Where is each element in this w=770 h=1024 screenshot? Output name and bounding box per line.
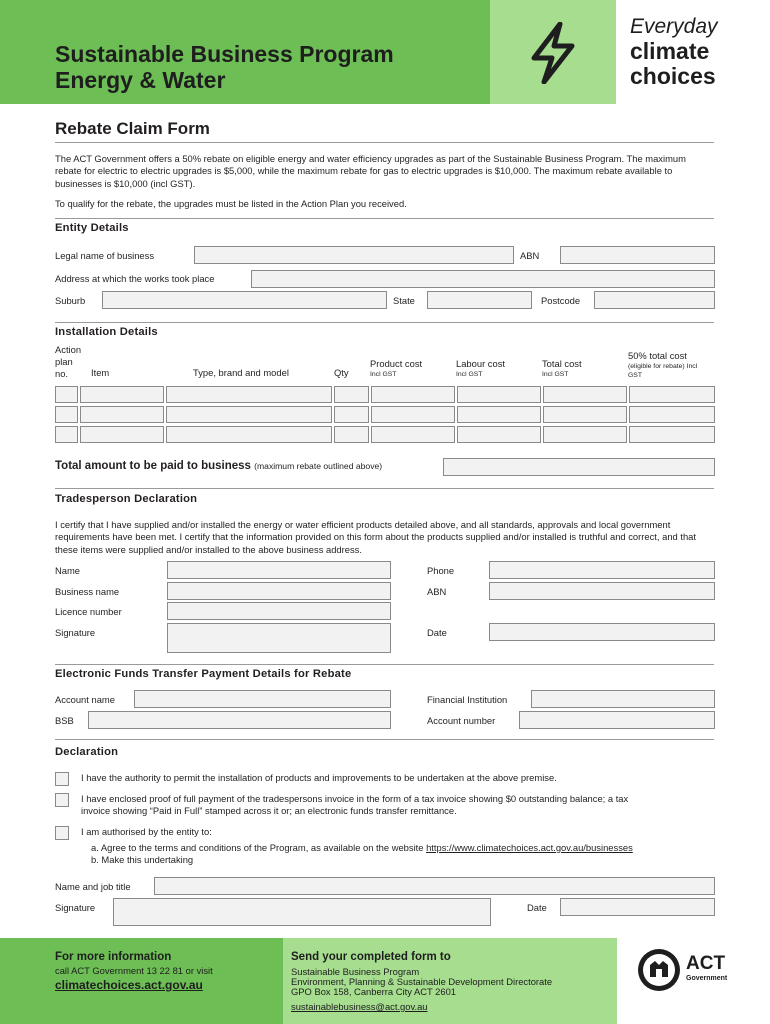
labour-cost-cell[interactable]	[457, 426, 541, 443]
trades-abn-label: ABN	[427, 586, 447, 597]
labour-cost-cell[interactable]	[457, 386, 541, 403]
authority-checkbox[interactable]	[55, 772, 69, 786]
trades-signature-field[interactable]	[167, 623, 391, 653]
declaration-signature-label: Signature	[55, 902, 96, 913]
send-line2: Environment, Planning & Sustainable Development Directorate	[291, 976, 553, 987]
col-type: Type, brand and model	[193, 367, 289, 378]
proof-payment-checkbox[interactable]	[55, 793, 69, 807]
declaration-date-label: Date	[527, 902, 547, 913]
col-labour-sub: Incl GST	[456, 371, 483, 378]
labour-cost-cell[interactable]	[457, 406, 541, 423]
program-title	[55, 41, 475, 93]
address-label: Address at which the works took place	[55, 273, 215, 284]
item-cell[interactable]	[80, 386, 164, 403]
action-plan-cell[interactable]	[55, 386, 78, 403]
trades-signature-label: Signature	[55, 627, 96, 638]
brand-line3: choices	[630, 63, 716, 89]
item-cell[interactable]	[80, 426, 164, 443]
col-action-line2: plan	[55, 356, 73, 367]
total-amount-note: (maximum rebate outlined above)	[254, 461, 383, 471]
qty-cell[interactable]	[334, 386, 369, 403]
declaration-heading: Declaration	[55, 746, 119, 758]
program-terms-link[interactable]: https://www.climatechoices.act.gov.au/businesses	[426, 842, 633, 853]
institution-field[interactable]	[531, 690, 715, 708]
legal-name-field[interactable]	[194, 246, 514, 264]
header-banner	[0, 0, 770, 104]
bsb-label: BSB	[55, 715, 74, 726]
suburb-field[interactable]	[102, 291, 387, 309]
brand-line1: Everyday	[630, 15, 718, 38]
type-cell[interactable]	[166, 426, 332, 443]
half-cost-cell[interactable]	[629, 386, 715, 403]
send-form-heading: Send your completed form to	[291, 951, 451, 963]
proof-payment-line2: invoice showing “Paid in Full” stamped across it or; an electronic funds transfer remittance.	[81, 805, 457, 816]
account-number-field[interactable]	[519, 711, 715, 729]
business-name-label: Business name	[55, 586, 120, 597]
tradesperson-heading: Tradesperson Declaration	[55, 493, 198, 505]
total-amount-text: Total amount to be paid to business	[55, 460, 251, 472]
half-cost-cell[interactable]	[629, 406, 715, 423]
divider	[55, 664, 714, 665]
intro-paragraph: The ACT Government offers a 50% rebate on eligible energy and water efficiency upgrades as part of the Sustainable Business Program. The maximum rebate for electric to electric upgrades is $5,000, while the maximum rebate for gas to electric upgrades is $10,000. The maximum rebate available to businesses is $10,000 (incl GST).	[55, 153, 686, 189]
phone-field[interactable]	[489, 561, 715, 579]
divider	[55, 142, 714, 143]
abn-label: ABN	[520, 250, 540, 261]
col-half-label: 50% total cost	[628, 350, 687, 361]
eft-heading: Electronic Funds Transfer Payment Details for Rebate	[55, 668, 352, 680]
total-cost-cell[interactable]	[543, 426, 627, 443]
installation-details-heading: Installation Details	[55, 326, 158, 338]
licence-label: Licence number	[55, 606, 122, 617]
total-amount-field[interactable]	[443, 458, 715, 476]
suburb-label: Suburb	[55, 295, 86, 306]
qty-cell[interactable]	[334, 426, 369, 443]
divider	[55, 739, 714, 740]
program-title-line1: Sustainable Business Program	[55, 41, 394, 67]
legal-name-label: Legal name of business	[55, 250, 155, 261]
licence-field[interactable]	[167, 602, 391, 620]
brand-line2: climate	[630, 38, 710, 64]
col-half-cost	[628, 350, 697, 380]
postcode-field[interactable]	[594, 291, 715, 309]
form-title: Rebate Claim Form	[55, 119, 210, 138]
qty-cell[interactable]	[334, 406, 369, 423]
action-plan-cell[interactable]	[55, 426, 78, 443]
col-action-line3: no.	[55, 368, 69, 379]
action-plan-cell[interactable]	[55, 406, 78, 423]
act-government-logo	[636, 947, 732, 993]
agree-terms-item	[91, 842, 633, 853]
business-name-field[interactable]	[167, 582, 391, 600]
more-info-heading: For more information	[55, 951, 172, 963]
undertaking-item: b. Make this undertaking	[91, 854, 194, 865]
col-half-sub1: (eligible for rebate) Incl	[628, 363, 698, 370]
name-title-field[interactable]	[154, 877, 715, 895]
send-line1: Sustainable Business Program	[291, 966, 420, 977]
product-cost-cell[interactable]	[371, 406, 455, 423]
lightning-bolt-icon	[528, 22, 578, 84]
col-total-sub: Incl GST	[542, 371, 569, 378]
proof-payment-line1: I have enclosed proof of full payment of the tradespersons invoice in the form of a tax invoice showing $0 outstanding balance; a tax	[81, 793, 629, 804]
more-info-text: call ACT Government 13 22 81 or visit	[55, 965, 213, 976]
authority-text: I have the authority to permit the installation of products and improvements to be undertaken at the above premise.	[81, 772, 557, 783]
everyday-climate-choices-logo	[630, 15, 718, 89]
trades-name-field[interactable]	[167, 561, 391, 579]
col-total-label: Total cost	[542, 358, 582, 369]
type-cell[interactable]	[166, 386, 332, 403]
divider	[55, 488, 714, 489]
total-cost-cell[interactable]	[543, 406, 627, 423]
col-total-cost	[542, 358, 582, 379]
act-logo-sub: Government	[686, 975, 728, 982]
account-name-label: Account name	[55, 694, 115, 705]
total-amount-label	[55, 460, 382, 472]
postcode-label: Postcode	[541, 295, 581, 306]
climatechoices-link[interactable]: climatechoices.act.gov.au	[55, 978, 203, 992]
type-cell[interactable]	[166, 406, 332, 423]
entity-details-heading: Entity Details	[55, 222, 129, 234]
col-product-cost	[370, 358, 422, 379]
total-cost-cell[interactable]	[543, 386, 627, 403]
col-labour-cost	[456, 358, 505, 379]
half-cost-cell[interactable]	[629, 426, 715, 443]
address-field[interactable]	[251, 270, 715, 288]
state-field[interactable]	[427, 291, 532, 309]
trades-date-field[interactable]	[489, 623, 715, 641]
act-logo-text: ACT	[686, 953, 726, 974]
col-labour-label: Labour cost	[456, 358, 505, 369]
divider	[55, 322, 714, 323]
abn-field[interactable]	[560, 246, 715, 264]
institution-label: Financial Institution	[427, 694, 508, 705]
program-title-line2: Energy & Water	[55, 67, 226, 93]
declaration-date-field[interactable]	[560, 898, 715, 916]
phone-label: Phone	[427, 565, 455, 576]
account-name-field[interactable]	[134, 690, 391, 708]
agree-terms-text: a. Agree to the terms and conditions of the Program, as available on the website	[91, 842, 427, 853]
product-cost-cell[interactable]	[371, 386, 455, 403]
proof-payment-text	[81, 793, 628, 817]
col-product-label: Product cost	[370, 358, 423, 369]
authorised-text: I am authorised by the entity to:	[81, 826, 212, 837]
trades-abn-field[interactable]	[489, 582, 715, 600]
col-action-plan	[55, 344, 81, 380]
tradesperson-statement: I certify that I have supplied and/or installed the energy or water efficient products detailed above, and all standards, approvals and local government requirements have been met. I certify that the information provided on this form about the products supplied and/or installed is truthful and correct, and that these items were supplied and/or installed to the above business address.	[55, 519, 696, 555]
item-cell[interactable]	[80, 406, 164, 423]
send-line3: GPO Box 158, Canberra City ACT 2601	[291, 986, 457, 997]
bsb-field[interactable]	[88, 711, 391, 729]
col-product-sub: Incl GST	[370, 371, 397, 378]
qualify-paragraph: To qualify for the rebate, the upgrades must be listed in the Action Plan you received.	[55, 198, 407, 209]
state-label: State	[393, 295, 415, 306]
declaration-signature-field[interactable]	[113, 898, 491, 926]
name-title-label: Name and job title	[55, 881, 131, 892]
act-crest-icon	[636, 947, 682, 993]
trades-date-label: Date	[427, 627, 447, 638]
divider	[55, 218, 714, 219]
col-qty: Qty	[334, 367, 349, 378]
account-number-label: Account number	[427, 715, 496, 726]
col-action-line1: Action	[55, 344, 82, 355]
col-item: Item	[91, 367, 110, 378]
col-half-sub2: GST	[628, 372, 642, 379]
product-cost-cell[interactable]	[371, 426, 455, 443]
authorised-checkbox[interactable]	[55, 826, 69, 840]
email-link[interactable]: sustainablebusiness@act.gov.au	[291, 1001, 428, 1012]
trades-name-label: Name	[55, 565, 81, 576]
